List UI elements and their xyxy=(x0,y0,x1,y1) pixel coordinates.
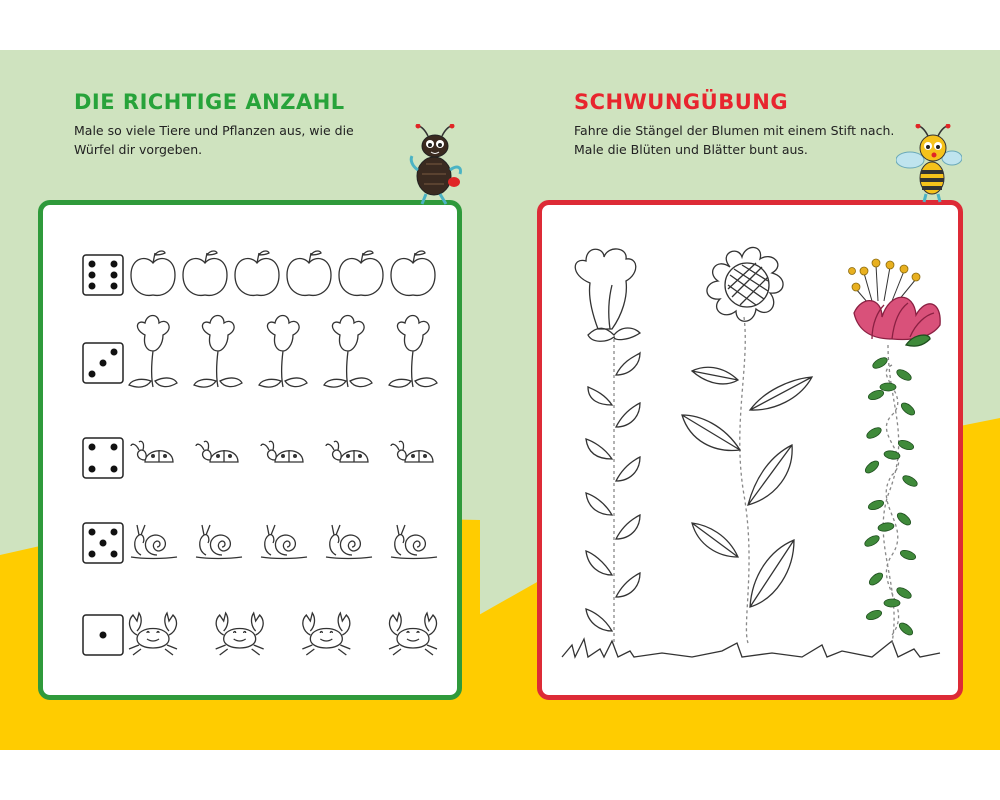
tulip-icon xyxy=(389,316,437,388)
leaf-icon xyxy=(897,621,914,637)
snail-icon xyxy=(196,525,242,559)
ladybug-icon xyxy=(326,441,368,462)
right-instruction-line-2: Male die Blüten und Blätter bunt aus. xyxy=(574,142,808,157)
left-page-title: DIE RICHTIGE ANZAHL xyxy=(74,90,345,114)
leaf-icon xyxy=(899,401,916,417)
crab-icon xyxy=(216,613,264,655)
apple-icon xyxy=(391,251,435,295)
left-page-instruction xyxy=(74,121,394,159)
apple-icon xyxy=(235,251,279,295)
snail-icon xyxy=(261,525,307,559)
dice-icon xyxy=(83,615,123,655)
ladybug-icon xyxy=(261,441,303,462)
leaf-icon xyxy=(871,356,889,371)
snail-icon xyxy=(326,525,372,559)
crab-icon xyxy=(389,613,437,655)
snail-icon xyxy=(391,525,437,559)
leaf-icon xyxy=(899,549,917,562)
tulip-icon xyxy=(324,316,372,388)
leaf-icon xyxy=(880,383,896,391)
bee-mascot-icon xyxy=(896,124,962,204)
right-page-instruction xyxy=(574,121,934,159)
tracing-exercise-panel xyxy=(537,200,963,700)
grass-icon xyxy=(562,639,940,657)
dice-icon xyxy=(83,255,123,295)
leaf-icon xyxy=(865,609,883,622)
ladybug-mascot-icon xyxy=(406,124,466,208)
leaf-icon xyxy=(895,368,913,383)
ladybug-icon xyxy=(131,441,173,462)
left-instruction-line-2: Würfel dir vorgeben. xyxy=(74,142,203,157)
crab-icon xyxy=(302,613,350,655)
dice-icon xyxy=(83,343,123,383)
crab-icon xyxy=(129,613,177,655)
leaf-icon xyxy=(883,450,900,461)
book-spread xyxy=(0,50,1000,750)
apple-icon xyxy=(183,251,227,295)
right-instruction-line-1: Fahre die Stängel der Blumen mit einem Stift nach. xyxy=(574,123,895,138)
snail-icon xyxy=(131,525,177,559)
counting-exercise-panel xyxy=(38,200,462,700)
leaf-icon xyxy=(877,522,894,533)
leaf-icon xyxy=(901,474,919,489)
tulip-icon xyxy=(194,316,242,388)
leaf-icon xyxy=(895,511,912,527)
leaf-icon xyxy=(884,599,900,607)
leaf-icon xyxy=(867,499,885,512)
leaf-icon xyxy=(863,534,881,549)
dice-icon xyxy=(83,523,123,563)
tracing-exercise-drawing xyxy=(542,205,958,695)
tulip-icon xyxy=(259,316,307,388)
sunflower-icon xyxy=(682,247,812,643)
counting-exercise-drawing xyxy=(43,205,457,695)
leaf-icon xyxy=(895,586,913,601)
leaf-icon xyxy=(897,439,915,452)
right-page-title: SCHWUNGÜBUNG xyxy=(574,90,789,114)
ladybug-icon xyxy=(391,441,433,462)
ladybug-icon xyxy=(196,441,238,462)
leaf-icon xyxy=(867,571,884,587)
leaf-icon xyxy=(867,389,885,402)
leaf-icon xyxy=(863,459,880,475)
dice-icon xyxy=(83,438,123,478)
apple-icon xyxy=(287,251,331,295)
apple-icon xyxy=(131,251,175,295)
pink-lotus-icon xyxy=(849,259,941,643)
tulip-icon xyxy=(129,316,177,388)
apple-icon xyxy=(339,251,383,295)
left-instruction-line-1: Male so viele Tiere und Pflanzen aus, wie die xyxy=(74,123,354,138)
bellflower-icon xyxy=(575,249,640,643)
leaf-icon xyxy=(865,426,883,441)
